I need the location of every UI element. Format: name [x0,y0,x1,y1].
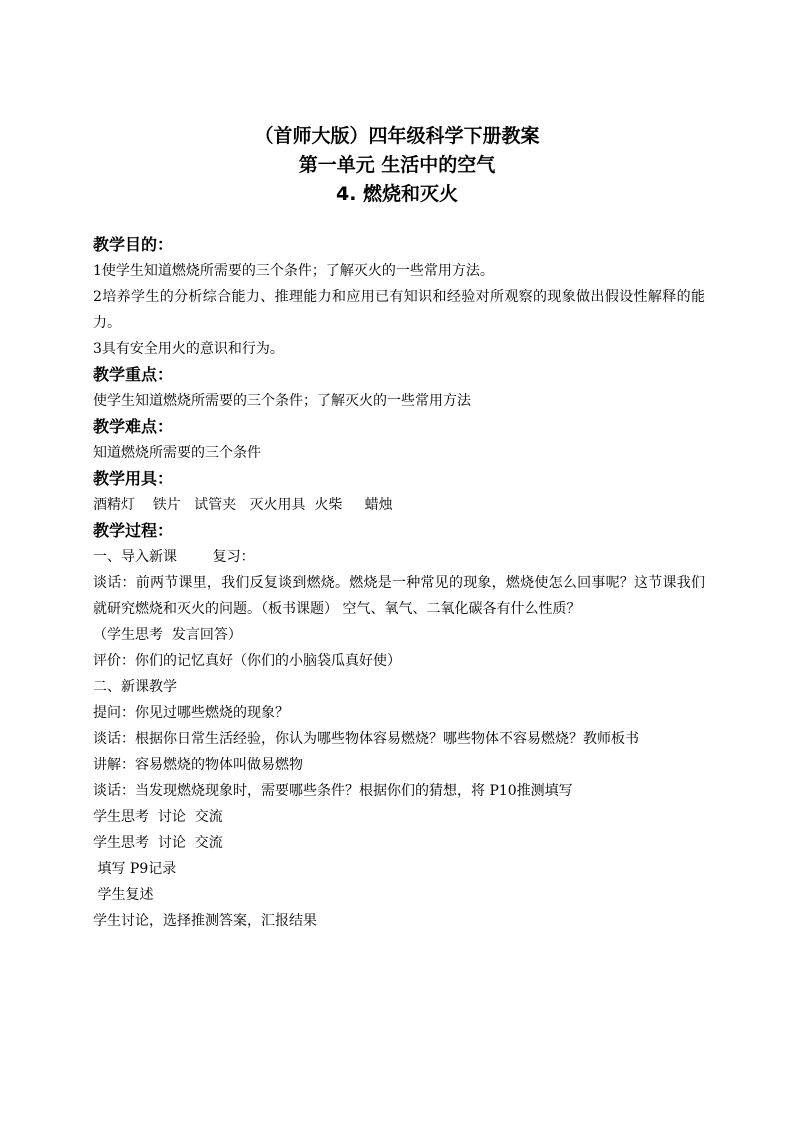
lesson-plan-body [93,232,705,934]
process-line-13: 学生复述 [93,887,154,903]
objective-item-1: 1使学生知道燃烧所需要的三个条件；了解灭火的一些常用方法。 [93,263,494,279]
process-line-1: 一、导入新课 复习： [93,549,255,565]
process-line-7: 谈话：根据你日常生活经验，你认为哪些物体容易燃烧？哪些物体不容易燃烧？教师板书 [93,731,639,747]
difficulties-text: 知道燃烧所需要的三个条件 [93,445,261,461]
process-heading: 教学过程： [93,521,174,540]
process-line-8: 讲解：容易燃烧的物体叫做易燃物 [93,757,303,773]
materials-text: 酒精灯 铁片 试管夹 灭火用具 火柴 蜡烛 [93,497,393,513]
key-points-text: 使学生知道燃烧所需要的三个条件；了解灭火的一些常用方法 [93,393,471,409]
lesson-title: 4. 燃烧和灭火 [335,183,459,205]
process-line-11: 学生思考 讨论 交流 [93,835,223,851]
process-line-5: 二、新课教学 [93,679,177,695]
objectives-heading: 教学目的： [93,235,174,254]
process-line-3: （学生思考 发言回答） [93,627,242,643]
process-line-10: 学生思考 讨论 交流 [93,809,223,825]
process-line-4: 评价：你们的记忆真好（你们的小脑袋瓜真好使） [93,653,401,669]
objective-item-3: 3具有安全用火的意识和行为。 [93,341,284,357]
process-line-12: 填写 P9记录 [93,861,177,877]
process-line-6: 提问：你见过哪些燃烧的现象？ [93,705,289,721]
unit-title: 第一单元 生活中的空气 [298,154,496,176]
process-line-9: 谈话：当发现燃烧现象时，需要哪些条件？根据你们的猜想，将 P10推测填写 [93,783,573,799]
objective-item-2: 2培养学生的分析综合能力、推理能力和应用已有知识和经验对所观察的现象做出假设性解释的能力。 [93,289,705,331]
document-title: （首师大版）四年级科学下册教案 [254,125,540,147]
process-line-14: 学生讨论，选择推测答案，汇报结果 [93,913,317,929]
difficulties-heading: 教学难点： [93,417,174,436]
materials-heading: 教学用具： [93,469,174,488]
process-line-2: 谈话：前两节课里，我们反复谈到燃烧。燃烧是一种常见的现象，燃烧使怎么回事呢？这节课我们就研究燃烧和灭火的问题。（板书课题） 空气、氧气、二氧化碳各有什么性质？ [93,575,705,617]
key-points-heading: 教学重点： [93,365,174,384]
